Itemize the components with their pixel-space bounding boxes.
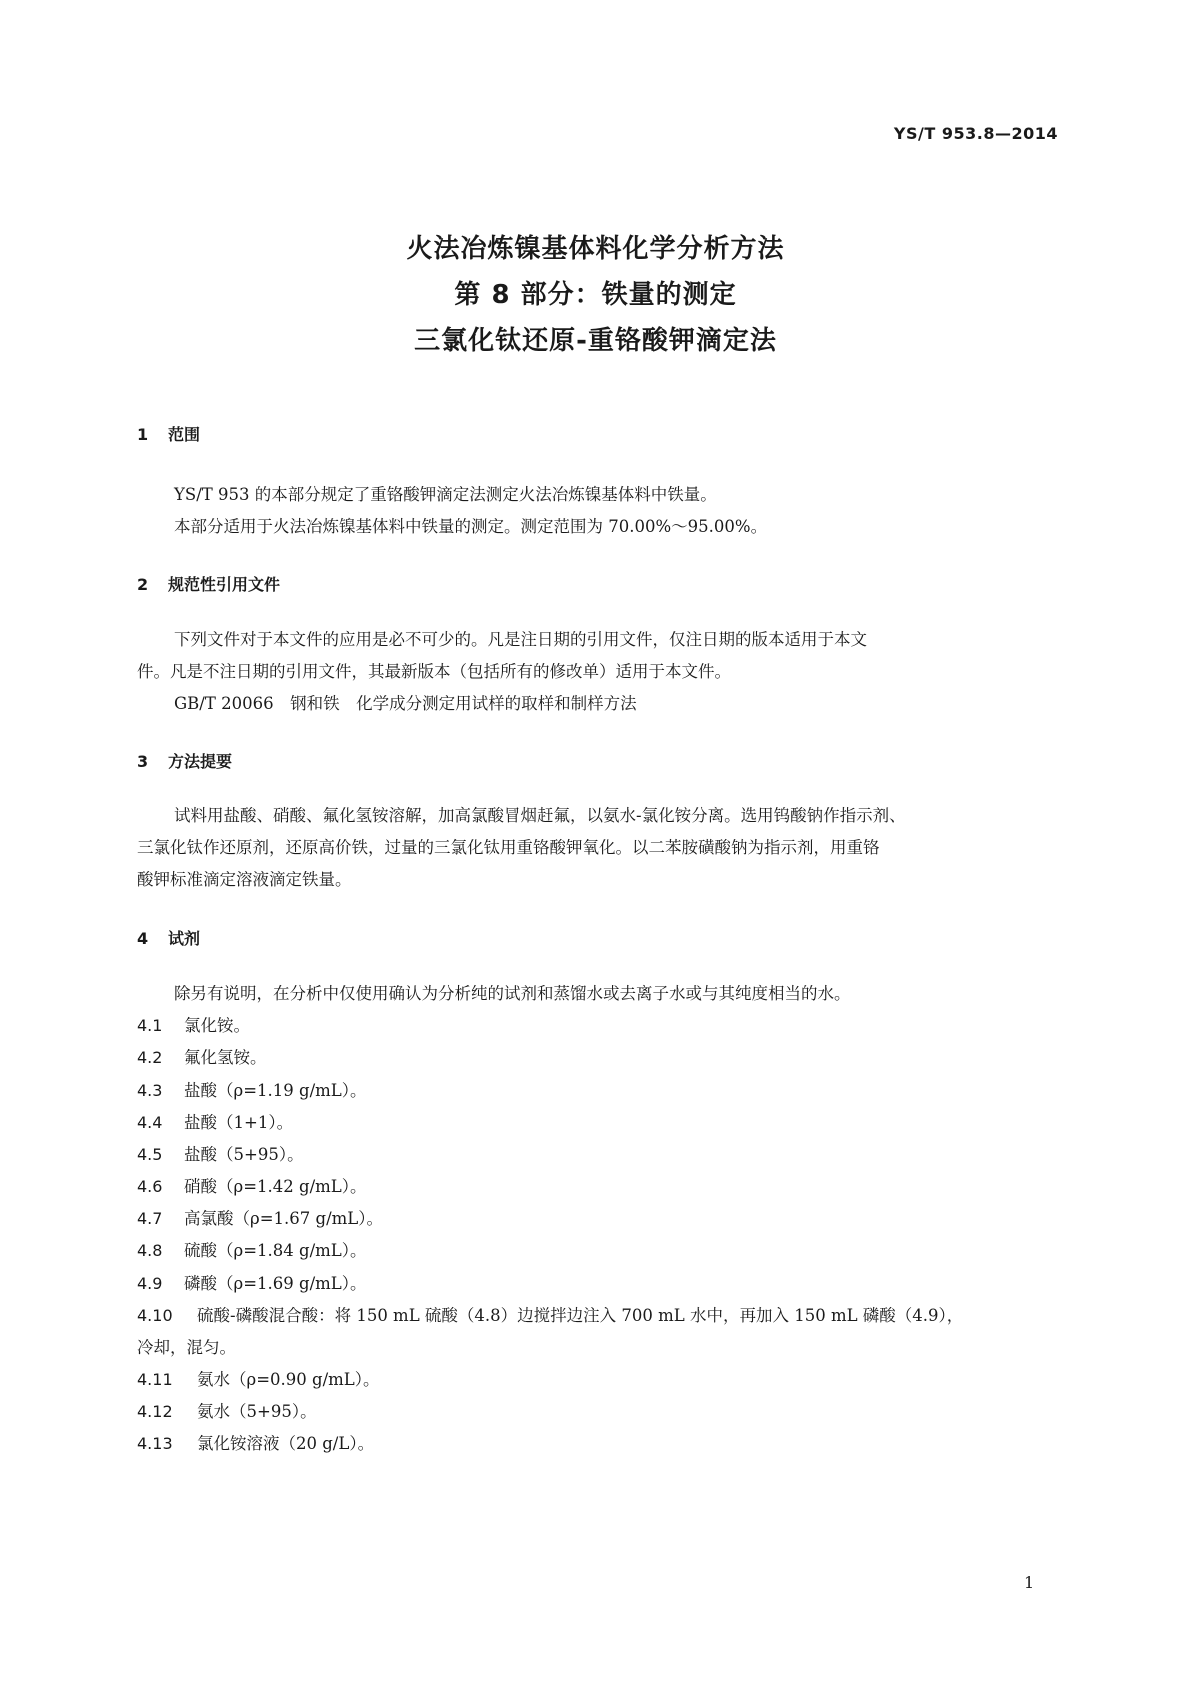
title-line-3: 三氯化钛还原-重铬酸钾滴定法 <box>414 326 777 356</box>
paragraph: 本部分适用于火法冶炼镍基体料中铁量的测定。测定范围为 70.00%～95.00%。 <box>174 517 768 536</box>
reagent-item <box>137 1300 963 1332</box>
item-text: 磷酸（ρ=1.69 g/mL）。 <box>184 1274 367 1293</box>
item-text: 硝酸（ρ=1.42 g/mL）。 <box>184 1177 367 1196</box>
reagent-item <box>137 1428 374 1460</box>
section-title: 规范性引用文件 <box>168 575 281 594</box>
reagent-item <box>137 1042 267 1074</box>
section-2-body <box>137 624 1057 720</box>
item-number: 4.5 <box>137 1145 163 1164</box>
paragraph-line: 试料用盐酸、硝酸、氟化氢铵溶解，加高氯酸冒烟赶氟，以氨水-氯化铵分离。选用钨酸钠作指示剂、 <box>174 806 906 825</box>
document-title <box>0 226 1191 364</box>
reagent-item-continuation <box>137 1332 236 1364</box>
reagent-item <box>137 1139 304 1171</box>
reagent-item <box>137 1075 366 1107</box>
section-number: 4 <box>137 929 149 948</box>
item-number: 4.9 <box>137 1274 163 1293</box>
item-number: 4.6 <box>137 1177 163 1196</box>
item-number: 4.7 <box>137 1209 163 1228</box>
standard-code: YS/T 953.8—2014 <box>893 124 1058 143</box>
paragraph: 除另有说明，在分析中仅使用确认为分析纯的试剂和蒸馏水或去离子水或与其纯度相当的水。 <box>174 984 851 1003</box>
section-2-heading <box>137 572 280 595</box>
title-line-1: 火法冶炼镍基体料化学分析方法 <box>406 234 785 264</box>
item-text: 氯化铵。 <box>184 1016 250 1035</box>
reagent-item <box>137 1396 317 1428</box>
section-3-body <box>137 800 1057 896</box>
item-text: 氨水（5+95）。 <box>197 1402 317 1421</box>
item-number: 4.2 <box>137 1048 163 1067</box>
title-line-2: 第 8 部分：铁量的测定 <box>454 280 737 310</box>
paragraph-line: 件。凡是不注日期的引用文件，其最新版本（包括所有的修改单）适用于本文件。 <box>137 662 731 681</box>
page-number: 1 <box>1024 1573 1035 1592</box>
item-number: 4.10 <box>137 1306 173 1325</box>
item-text: 氟化氢铵。 <box>184 1048 267 1067</box>
item-text: 高氯酸（ρ=1.67 g/mL）。 <box>184 1209 383 1228</box>
section-number: 3 <box>137 752 149 771</box>
section-title: 范围 <box>168 425 201 444</box>
item-number: 4.1 <box>137 1016 163 1035</box>
paragraph-line: 酸钾标准滴定溶液滴定铁量。 <box>137 870 352 889</box>
section-3-heading <box>137 749 232 772</box>
section-1-body <box>137 479 1057 543</box>
section-number: 2 <box>137 575 149 594</box>
reagent-item <box>137 1171 366 1203</box>
normative-reference: GB/T 20066 钢和铁 化学成分测定用试样的取样和制样方法 <box>174 694 637 713</box>
item-text: 盐酸（5+95）。 <box>184 1145 304 1164</box>
paragraph: YS/T 953 的本部分规定了重铬酸钾滴定法测定火法冶炼镍基体料中铁量。 <box>174 485 717 504</box>
item-text: 盐酸（1+1）。 <box>184 1113 294 1132</box>
item-text: 氯化铵溶液（20 g/L）。 <box>197 1434 375 1453</box>
item-text: 盐酸（ρ=1.19 g/mL）。 <box>184 1081 367 1100</box>
item-number: 4.12 <box>137 1402 173 1421</box>
item-number: 4.11 <box>137 1370 173 1389</box>
reagent-item <box>137 1268 366 1300</box>
reagent-item <box>137 1010 250 1042</box>
reagent-item <box>137 1107 293 1139</box>
item-text: 冷却，混匀。 <box>137 1338 236 1357</box>
section-4-heading <box>137 926 200 949</box>
paragraph-line: 下列文件对于本文件的应用是必不可少的。凡是注日期的引用文件，仅注日期的版本适用于本文 <box>174 630 867 649</box>
reagent-item <box>137 1235 366 1267</box>
reagent-item <box>137 1203 383 1235</box>
section-1-heading <box>137 422 200 445</box>
item-number: 4.8 <box>137 1241 163 1260</box>
reagent-item <box>137 1364 379 1396</box>
section-title: 试剂 <box>168 929 201 948</box>
section-number: 1 <box>137 425 149 444</box>
paragraph-line: 三氯化钛作还原剂，还原高价铁，过量的三氯化钛用重铬酸钾氧化。以二苯胺磺酸钠为指示剂，用重铬 <box>137 838 880 857</box>
item-text: 氨水（ρ=0.90 g/mL）。 <box>197 1370 380 1389</box>
item-number: 4.13 <box>137 1434 173 1453</box>
item-number: 4.3 <box>137 1081 163 1100</box>
section-title: 方法提要 <box>168 752 233 771</box>
item-number: 4.4 <box>137 1113 163 1132</box>
item-text: 硫酸（ρ=1.84 g/mL）。 <box>184 1241 367 1260</box>
item-text: 硫酸-磷酸混合酸：将 150 mL 硫酸（4.8）边搅拌边注入 700 mL 水中，再加入 150 mL 磷酸（4.9）， <box>197 1306 964 1325</box>
section-4-intro <box>137 978 1057 1010</box>
